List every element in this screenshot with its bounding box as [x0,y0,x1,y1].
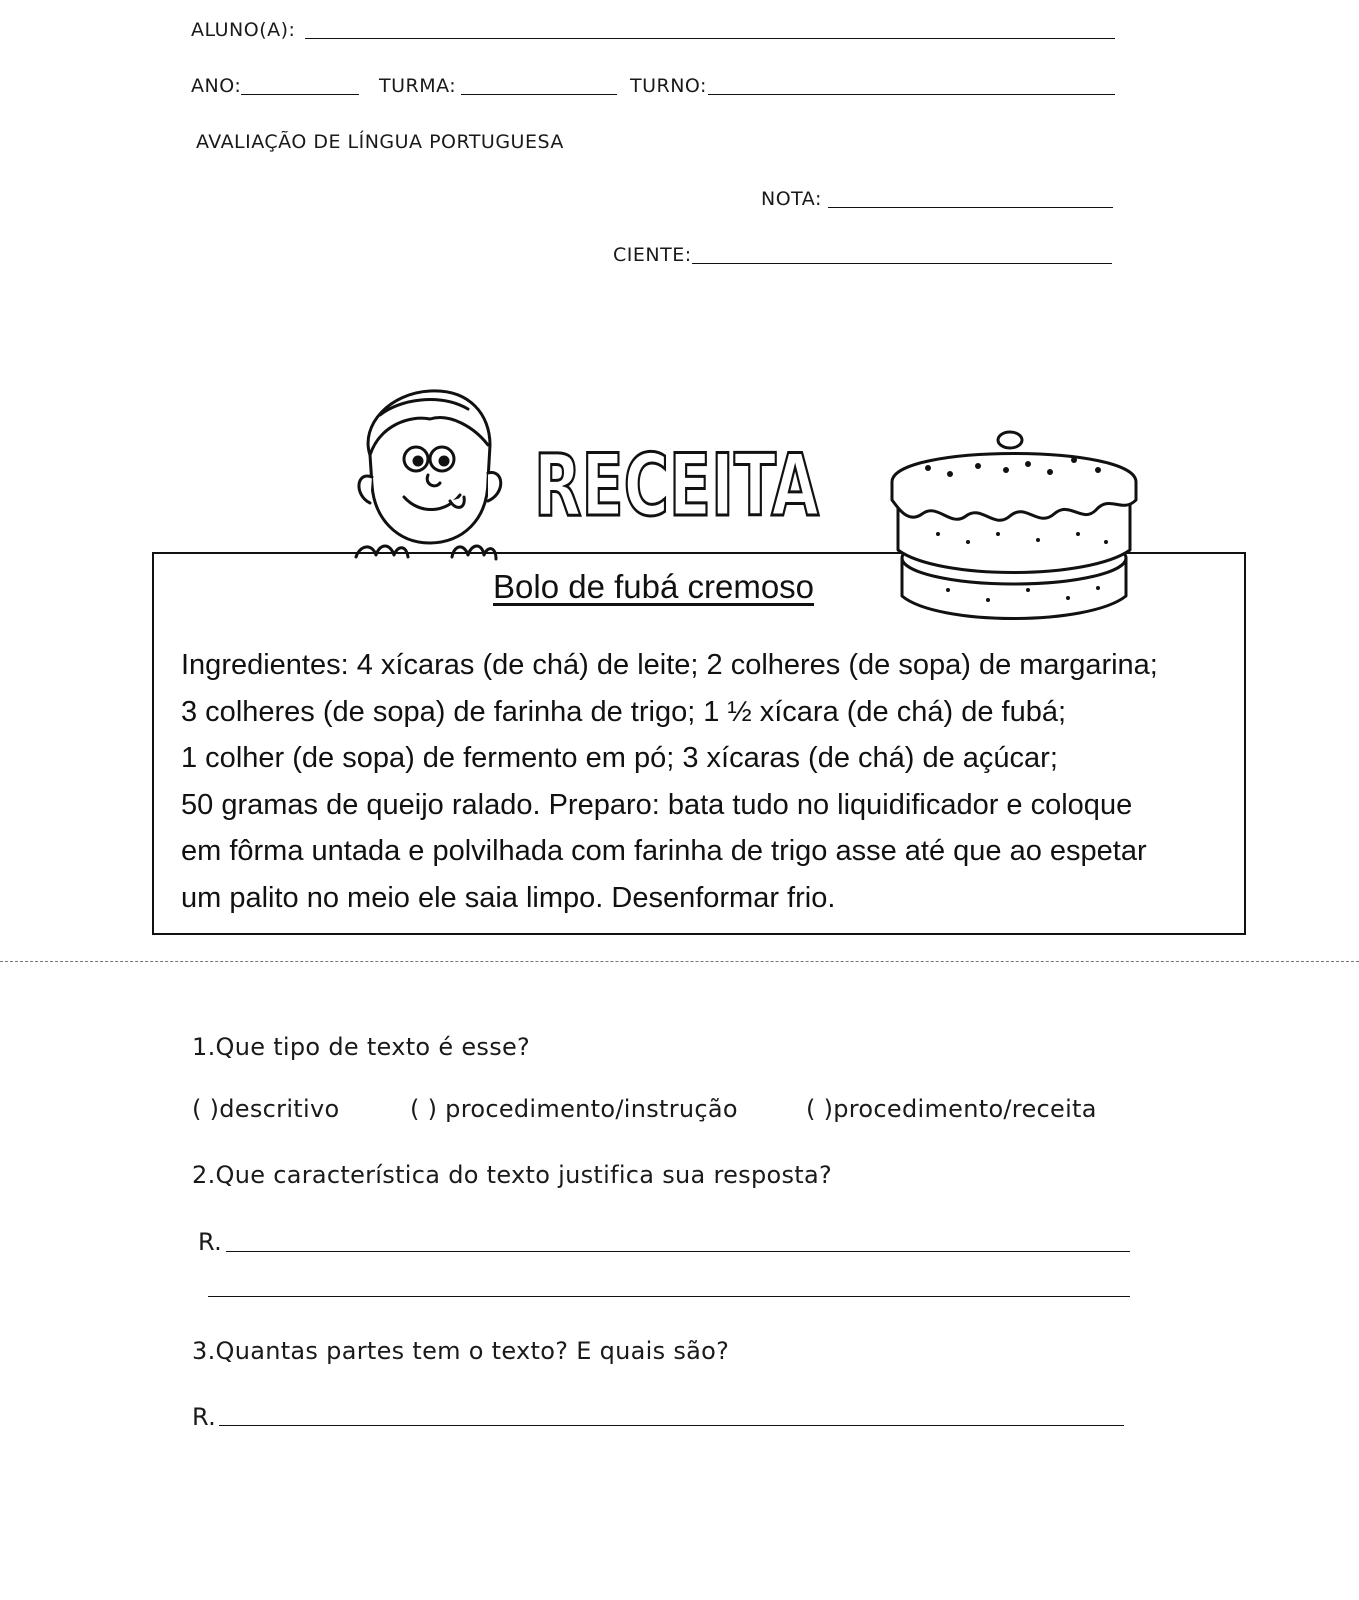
q2-answer-line-2[interactable] [208,1296,1130,1297]
nota-label: NOTA: [761,188,822,210]
boy-illustration [350,385,510,565]
turno-label: TURNO: [630,75,707,97]
recipe-line: 1 colher (de sopa) de fermento em pó; 3 xícaras (de chá) de açúcar; [181,742,1058,774]
q3-answer-prefix: R. [192,1403,217,1431]
q2-answer-line[interactable] [226,1251,1130,1252]
recipe-line: um palito no meio ele saia limpo. Desenformar frio. [181,881,836,914]
nota-field-line[interactable] [828,207,1113,208]
aluno-label: ALUNO(A): [191,19,296,41]
turno-field-line[interactable] [708,94,1115,95]
ciente-label: CIENTE: [613,244,692,266]
q1-option-descritivo[interactable]: ( )descritivo [192,1095,340,1123]
q2-answer-prefix: R. [198,1228,223,1256]
ano-field-line[interactable] [241,94,359,95]
question-3: 3.Quantas partes tem o texto? E quais são? [192,1337,730,1365]
q3-answer-line[interactable] [219,1425,1124,1426]
recipe-line: 3 colheres (de sopa) de farinha de trigo; 1 ½ xícara (de chá) de fubá; [181,695,1067,728]
question-1: 1.Que tipo de texto é esse? [192,1033,531,1061]
recipe-line: 50 gramas de queijo ralado. Preparo: bata tudo no liquidificador e coloque [181,788,1133,821]
receita-banner [530,425,825,536]
cut-line-divider [0,961,1359,962]
aluno-field-line[interactable] [305,38,1115,39]
q1-option-instrucao[interactable]: ( ) procedimento/instrução [410,1095,738,1123]
recipe-text [181,642,1231,921]
ciente-field-line[interactable] [692,263,1112,264]
recipe-title: Bolo de fubá cremoso [493,568,815,605]
turma-field-line[interactable] [461,94,617,95]
ano-label: ANO: [191,75,242,97]
recipe-line: Ingredientes: 4 xícaras (de chá) de leite; 2 colheres (de sopa) de margarina; [181,649,1158,681]
question-2: 2.Que característica do texto justifica sua resposta? [192,1161,833,1189]
cake-illustration [878,430,1148,626]
turma-label: TURMA: [379,75,457,97]
subject-title: AVALIAÇÃO DE LÍNGUA PORTUGUESA [196,131,564,153]
q1-option-receita[interactable]: ( )procedimento/receita [806,1095,1097,1123]
receita-banner-text: RECEITA [534,436,820,536]
recipe-line: em fôrma untada e polvilhada com farinha de trigo asse até que ao espetar [181,835,1147,867]
